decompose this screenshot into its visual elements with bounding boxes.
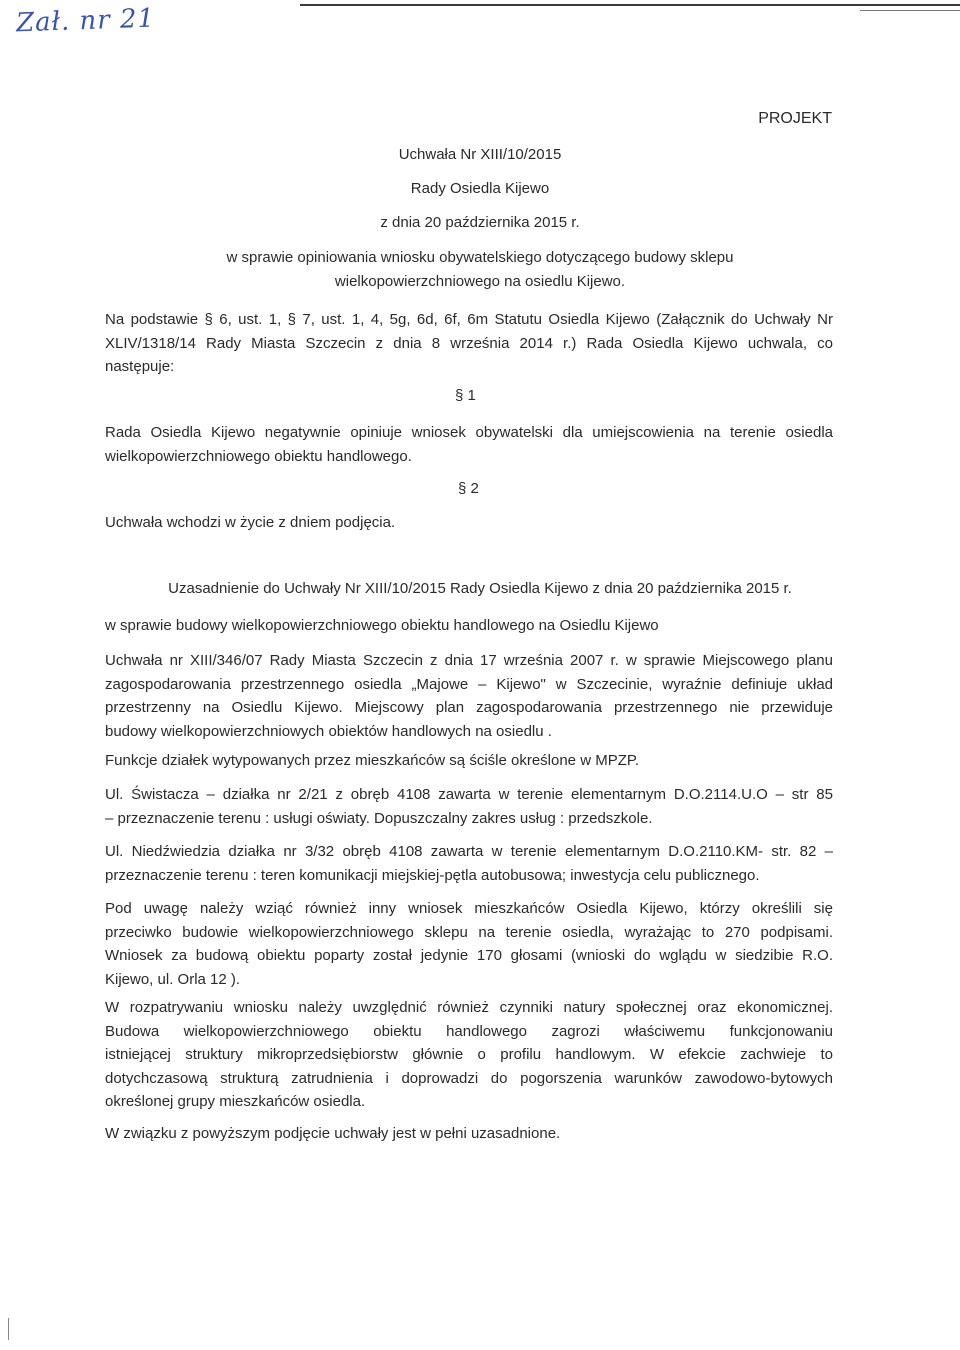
council-name: Rady Osiedla Kijewo [410,180,550,197]
paragraph-line: istniejącej struktury mikroprzedsiębiorstw głównie o profilu handlowym. W efekcie zachwieje to [105,1046,833,1063]
paragraph-line: – przeznaczenie terenu : usługi oświaty. Dopuszczalny zakres usług : przedszkole. [105,809,653,827]
justification-subject: w sprawie budowy wielkopowierzchniowego obiektu handlowego na Osiedlu Kijewo [105,617,659,634]
section-1-symbol: § 1 [455,387,476,404]
justification-paragraph-1 [105,649,833,743]
paragraph-line: Ul. Świstacza – działka nr 2/21 z obręb 4108 zawarta w terenie elementarnym D.O.2114.U.O – str 85 [105,786,833,803]
justification-paragraph-5 [105,897,833,991]
legal-basis-line: XLIV/1318/14 Rady Miasta Szczecin z dnia 8 września 2014 r.) Rada Osiedla Kijewo uchwala, co [105,334,833,352]
projekt-label: PROJEKT [758,110,832,127]
legal-basis [105,308,833,379]
section-1-line: Rada Osiedla Kijewo negatywnie opiniuje wniosek obywatelski dla umiejscowienia na terenie osiedla [105,424,833,441]
justification-paragraph-3 [105,783,833,830]
legal-basis-line: Na podstawie § 6, ust. 1, § 7, ust. 1, 4, 5g, 6d, 6f, 6m Statutu Osiedla Kijewo (Załącznik do Uchwały Nr [105,311,833,328]
top-rule-secondary [860,10,960,11]
paragraph-line: Uchwała nr XIII/346/07 Rady Miasta Szczecin z dnia 17 września 2007 r. w sprawie Miejscowego planu [105,652,833,669]
paragraph-line: Pod uwagę należy wziąć również inny wniosek mieszkańców Osiedla Kijewo, którzy określili się [105,900,833,917]
handwritten-note: Zał. nr 21 [15,3,156,39]
section-2-text: Uchwała wchodzi w życie z dniem podjęcia. [105,514,396,531]
paragraph-line: Kijewo, ul. Orla 12 ). [105,970,241,988]
section-1-line: wielkopowierzchniowego obiektu handlowego. [105,447,412,465]
paragraph-line: przeznaczenie terenu : teren komunikacji miejskiej-pętla autobusowa; inwestycja celu publicznego. [105,866,760,884]
margin-mark [8,1318,19,1340]
paragraph-line: przeciwko budowie wielkopowierzchniowego sklepu na terenie osiedla, wyrażając to 270 podpisami. [105,923,833,941]
paragraph-line: przestrzenny na Osiedlu Kijewo. Miejscowy plan zagospodarowania przestrzennego nie przewiduje [105,699,833,716]
legal-basis-line: następuje: [105,358,175,375]
section-1-text [105,421,833,468]
subject-line-1: w sprawie opiniowania wniosku obywatelskiego dotyczącego budowy sklepu [226,249,734,266]
justification-paragraph-4 [105,840,833,887]
paragraph-line: Ul. Niedźwiedzia działka nr 3/32 obręb 4108 zawarta w terenie elementarnym D.O.2110.KM- str. 82 – [105,843,833,860]
top-rule [300,4,960,6]
justification-paragraph-2: Funkcje działek wytypowanych przez mieszkańców są ściśle określone w MPZP. [105,752,640,769]
paragraph-line: zagospodarowania przestrzennego osiedla „Majowe – Kijewo" w Szczecinie, wyraźnie definiuje układ [105,675,833,693]
subject-line-2: wielkopowierzchniowego na osiedlu Kijewo. [334,273,626,290]
resolution-date: z dnia 20 października 2015 r. [380,214,580,231]
paragraph-line: określonej grupy mieszkańców osiedla. [105,1093,366,1110]
section-2-symbol: § 2 [458,480,479,497]
paragraph-line: dotychczasową strukturą zatrudnienia i doprowadzi do pogorszenia warunków zawodowo-bytowych [105,1069,833,1087]
justification-paragraph-6 [105,996,833,1114]
justification-title: Uzasadnienie do Uchwały Nr XIII/10/2015 Rady Osiedla Kijewo z dnia 20 października 2015 r. [168,580,792,597]
justification-conclusion: W związku z powyższym podjęcie uchwały jest w pełni uzasadnione. [105,1125,561,1142]
paragraph-line: Wniosek za budową obiektu poparty został jedynie 170 głosami (wnioski do wglądu w siedzibie R.O. [105,947,833,964]
paragraph-line: W rozpatrywaniu wniosku należy uwzględnić również czynniki natury społecznej oraz ekonomicznej. [105,999,833,1016]
paragraph-line: budowy wielkopowierzchniowych obiektów handlowych na osiedlu . [105,722,552,740]
paragraph-line: Budowa wielkopowierzchniowego obiektu handlowego zagrozi właściwemu funkcjonowaniu [105,1022,833,1040]
resolution-number: Uchwała Nr XIII/10/2015 [398,146,562,163]
